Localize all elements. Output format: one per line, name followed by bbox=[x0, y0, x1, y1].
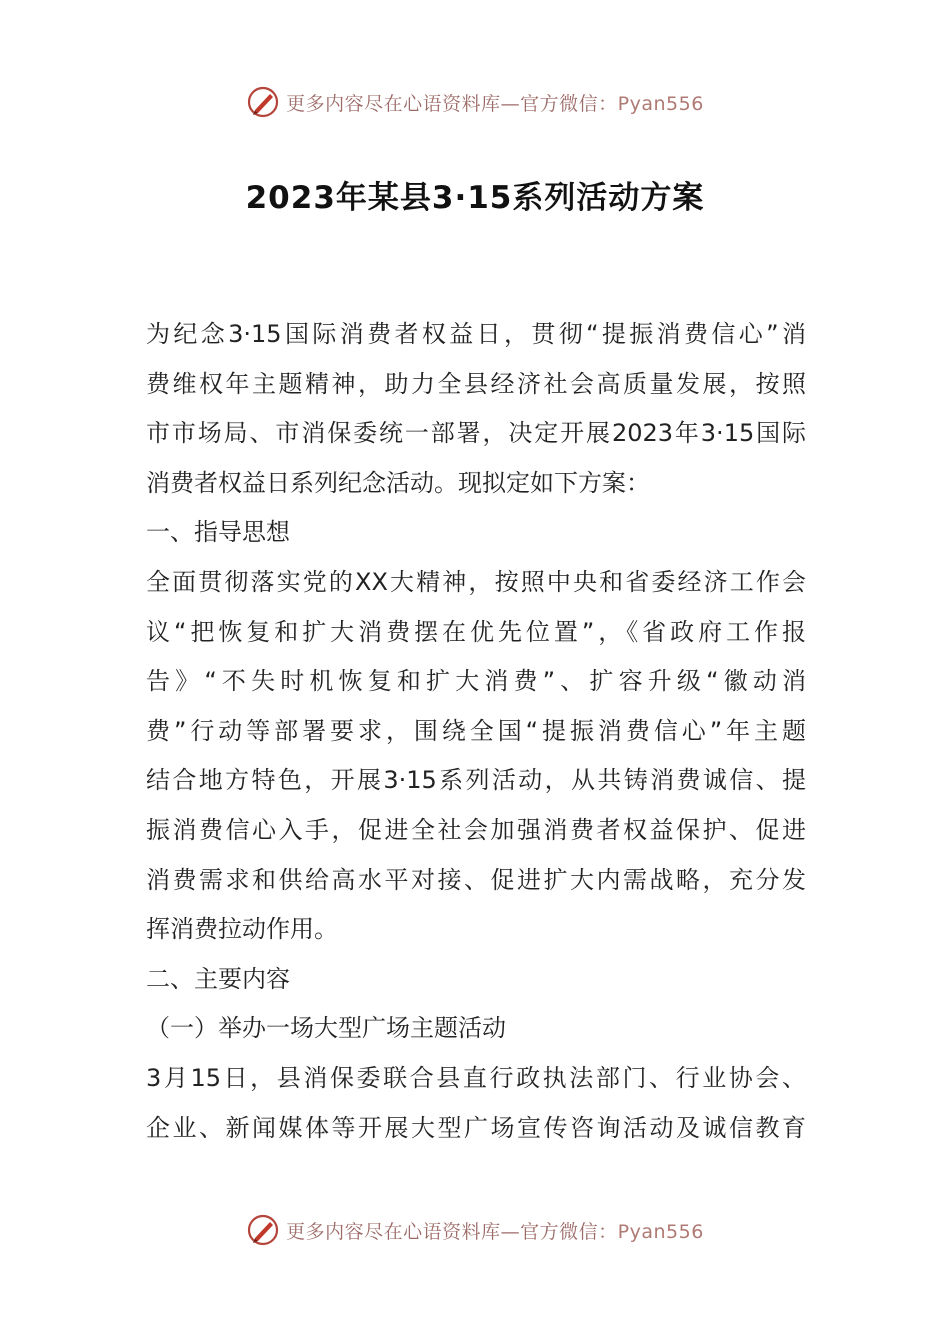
section-heading: 二、主要内容 bbox=[146, 964, 290, 993]
subsection-heading: （一）举办一场大型广场主题活动 bbox=[146, 1014, 506, 1043]
pen-logo-icon bbox=[246, 85, 280, 119]
paragraph-line: 为纪念3·15国际消费者权益日，贯彻“提振消费信心”消 bbox=[146, 320, 806, 348]
document-title: 2023年某县3·15系列活动方案 bbox=[245, 180, 705, 216]
paragraph-line: 告》“不失时机恢复和扩大消费”、扩容升级“徽动消 bbox=[146, 667, 806, 696]
paragraph-line: 全面贯彻落实党的XX大精神，按照中央和省委经济工作会 bbox=[146, 567, 806, 596]
paragraph-line: 振消费信心入手，促进全社会加强消费者权益保护、促进 bbox=[146, 815, 806, 844]
paragraph-line: 结合地方特色，开展3·15系列活动，从共铸消费诚信、提 bbox=[146, 766, 806, 795]
header-watermark bbox=[0, 82, 950, 122]
paragraph-line: 议“把恢复和扩大消费摆在优先位置”，《省政府工作报 bbox=[146, 617, 806, 646]
section-heading: 一、指导思想 bbox=[146, 518, 290, 547]
watermark-text: 更多内容尽在心语资料库—官方微信：Pyan556 bbox=[286, 92, 704, 115]
pen-logo-icon bbox=[246, 1213, 280, 1247]
paragraph-line: 企业、新闻媒体等开展大型广场宣传咨询活动及诚信教育 bbox=[146, 1113, 806, 1142]
paragraph-line: 消费者权益日系列纪念活动。现拟定如下方案： bbox=[146, 468, 650, 497]
paragraph-line: 挥消费拉动作用。 bbox=[146, 915, 338, 944]
paragraph-line: 3月15日，县消保委联合县直行政执法部门、行业协会、 bbox=[146, 1063, 806, 1092]
footer-watermark bbox=[0, 1210, 950, 1250]
paragraph-line: 费维权年主题精神，助力全县经济社会高质量发展，按照 bbox=[146, 369, 806, 398]
paragraph-line: 市市场局、市消保委统一部署，决定开展2023年3·15国际 bbox=[146, 419, 806, 448]
paragraph-line: 费”行动等部署要求，围绕全国“提振消费信心”年主题 bbox=[146, 716, 806, 745]
paragraph-line: 消费需求和供给高水平对接、促进扩大内需战略，充分发 bbox=[146, 865, 806, 894]
watermark-text: 更多内容尽在心语资料库—官方微信：Pyan556 bbox=[286, 1220, 704, 1243]
document-body bbox=[146, 310, 806, 1153]
